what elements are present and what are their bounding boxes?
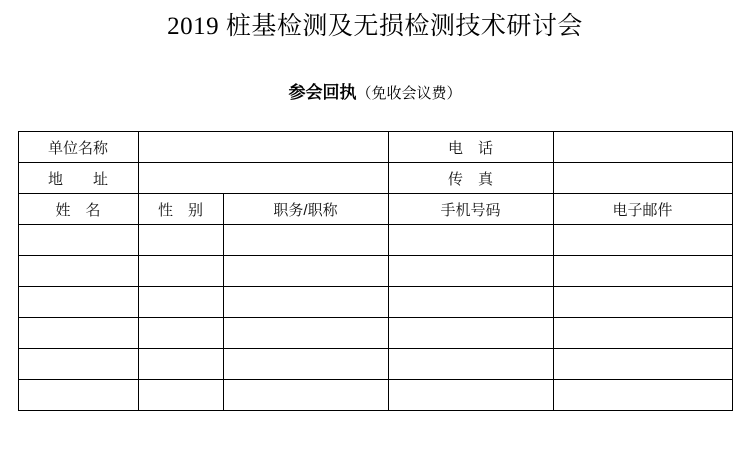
label-unit-name: 单位名称 (18, 132, 138, 163)
subtitle-note: （免收会议费） (356, 86, 462, 102)
registration-form-table (18, 131, 733, 411)
cell-email[interactable] (553, 318, 732, 349)
cell-name[interactable] (18, 318, 138, 349)
column-header-position: 职务/职称 (223, 194, 388, 225)
label-fax: 传 真 (388, 163, 553, 194)
cell-mobile[interactable] (388, 349, 553, 380)
column-header-mobile: 手机号码 (388, 194, 553, 225)
cell-name[interactable] (18, 349, 138, 380)
cell-gender[interactable] (138, 256, 223, 287)
cell-gender[interactable] (138, 225, 223, 256)
field-fax[interactable] (553, 163, 732, 194)
table-row-unit (18, 132, 732, 163)
cell-email[interactable] (553, 380, 732, 411)
cell-mobile[interactable] (388, 256, 553, 287)
cell-gender[interactable] (138, 318, 223, 349)
table-row (18, 380, 732, 411)
cell-mobile[interactable] (388, 287, 553, 318)
cell-mobile[interactable] (388, 380, 553, 411)
cell-gender[interactable] (138, 287, 223, 318)
cell-name[interactable] (18, 287, 138, 318)
cell-gender[interactable] (138, 380, 223, 411)
cell-position[interactable] (223, 380, 388, 411)
table-row (18, 256, 732, 287)
cell-position[interactable] (223, 287, 388, 318)
field-telephone[interactable] (553, 132, 732, 163)
table-row (18, 287, 732, 318)
table-header-row (18, 194, 732, 225)
cell-mobile[interactable] (388, 318, 553, 349)
cell-email[interactable] (553, 349, 732, 380)
table-row (18, 318, 732, 349)
label-telephone: 电 话 (388, 132, 553, 163)
subtitle (0, 82, 750, 105)
cell-position[interactable] (223, 225, 388, 256)
page-title: 2019 桩基检测及无损检测技术研讨会 (167, 13, 583, 40)
cell-name[interactable] (18, 256, 138, 287)
cell-position[interactable] (223, 318, 388, 349)
cell-position[interactable] (223, 256, 388, 287)
cell-position[interactable] (223, 349, 388, 380)
cell-email[interactable] (553, 225, 732, 256)
field-unit-name[interactable] (138, 132, 388, 163)
column-header-name: 姓 名 (18, 194, 138, 225)
cell-gender[interactable] (138, 349, 223, 380)
subtitle-main: 参会回执 (288, 83, 357, 102)
table-row (18, 349, 732, 380)
column-header-email: 电子邮件 (553, 194, 732, 225)
cell-email[interactable] (553, 287, 732, 318)
cell-name[interactable] (18, 225, 138, 256)
label-address: 地 址 (18, 163, 138, 194)
table-row (18, 225, 732, 256)
field-address[interactable] (138, 163, 388, 194)
cell-email[interactable] (553, 256, 732, 287)
cell-name[interactable] (18, 380, 138, 411)
cell-mobile[interactable] (388, 225, 553, 256)
document-page (0, 10, 750, 449)
table-row-address (18, 163, 732, 194)
column-header-gender: 性 别 (138, 194, 223, 225)
